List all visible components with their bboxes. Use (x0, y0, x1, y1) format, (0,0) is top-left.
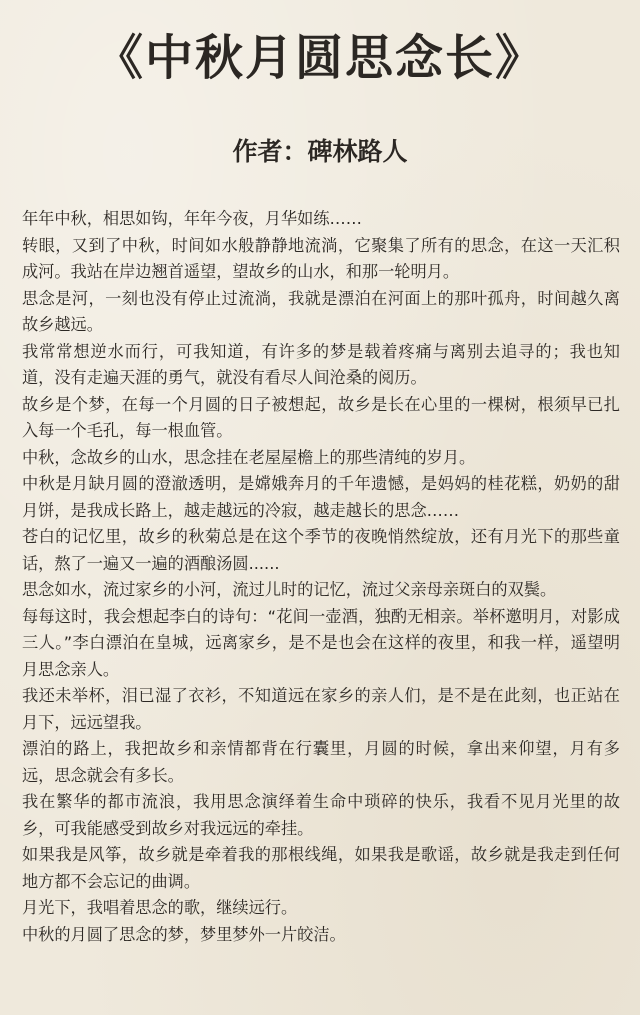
article-body (22, 206, 620, 948)
paragraph: 思念如水，流过家乡的小河，流过儿时的记忆，流过父亲母亲斑白的双鬓。 (22, 580, 557, 599)
paragraph: 思念是河，一刻也没有停止过流淌，我就是漂泊在河面上的那叶孤舟，时间越久离故乡越远。 (22, 288, 620, 334)
paragraph: 苍白的记忆里，故乡的秋菊总是在这个季节的夜晚悄然绽放，还有月光下的那些童话，熬了一遍又一遍的酒酿汤圆...... (22, 527, 620, 573)
paragraph: 转眼，又到了中秋，时间如水般静静地流淌，它聚集了所有的思念，在这一天汇积成河。我站在岸边翘首遥望，望故乡的山水，和那一轮明月。 (22, 235, 620, 281)
paragraph: 如果我是风筝，故乡就是牵着我的那根线绳，如果我是歌谣，故乡就是我走到任何地方都不会忘记的曲调。 (22, 845, 620, 891)
paragraph: 每每这时，我会想起李白的诗句：“花间一壶酒，独酌无相亲。举杯邀明月，对影成三人。”李白漂泊在皇城，远离家乡，是不是也会在这样的夜里，和我一样，遥望明月思念亲人。 (22, 606, 620, 679)
paragraph: 中秋的月圆了思念的梦，梦里梦外一片皎洁。 (22, 924, 346, 944)
paragraph: 故乡是个梦，在每一个月圆的日子被想起，故乡是长在心里的一棵树，根须早已扎入每一个毛孔，每一根血管。 (22, 394, 620, 440)
paragraph: 我还未举杯，泪已湿了衣衫，不知道远在家乡的亲人们，是不是在此刻，也正站在月下，远远望我。 (22, 686, 620, 732)
paragraph: 我常常想逆水而行，可我知道，有许多的梦是载着疼痛与离别去追寻的；我也知道，没有走遍天涯的勇气，就没有看尽人间沧桑的阅历。 (22, 341, 620, 387)
paragraph: 中秋是月缺月圆的澄澈透明，是嫦娥奔月的千年遗憾，是妈妈的桂花糕，奶奶的甜月饼，是我成长路上，越走越远的冷寂，越走越长的思念…… (22, 474, 620, 520)
article-author: 作者：碑林路人 (232, 137, 408, 166)
paragraph: 中秋，念故乡的山水，思念挂在老屋屋檐上的那些清纯的岁月。 (22, 447, 476, 467)
paragraph: 年年中秋，相思如钩，年年今夜，月华如练…… (22, 209, 362, 228)
paragraph: 漂泊的路上，我把故乡和亲情都背在行囊里，月圆的时候，拿出来仰望，月有多远，思念就会有多长。 (22, 739, 620, 785)
article-title: 《中秋月圆思念长》 (94, 30, 545, 86)
paragraph: 月光下，我唱着思念的歌，继续远行。 (22, 898, 298, 917)
paragraph: 我在繁华的都市流浪，我用思念演绎着生命中琐碎的快乐，我看不见月光里的故乡，可我能感受到故乡对我远远的牵挂。 (22, 792, 620, 838)
